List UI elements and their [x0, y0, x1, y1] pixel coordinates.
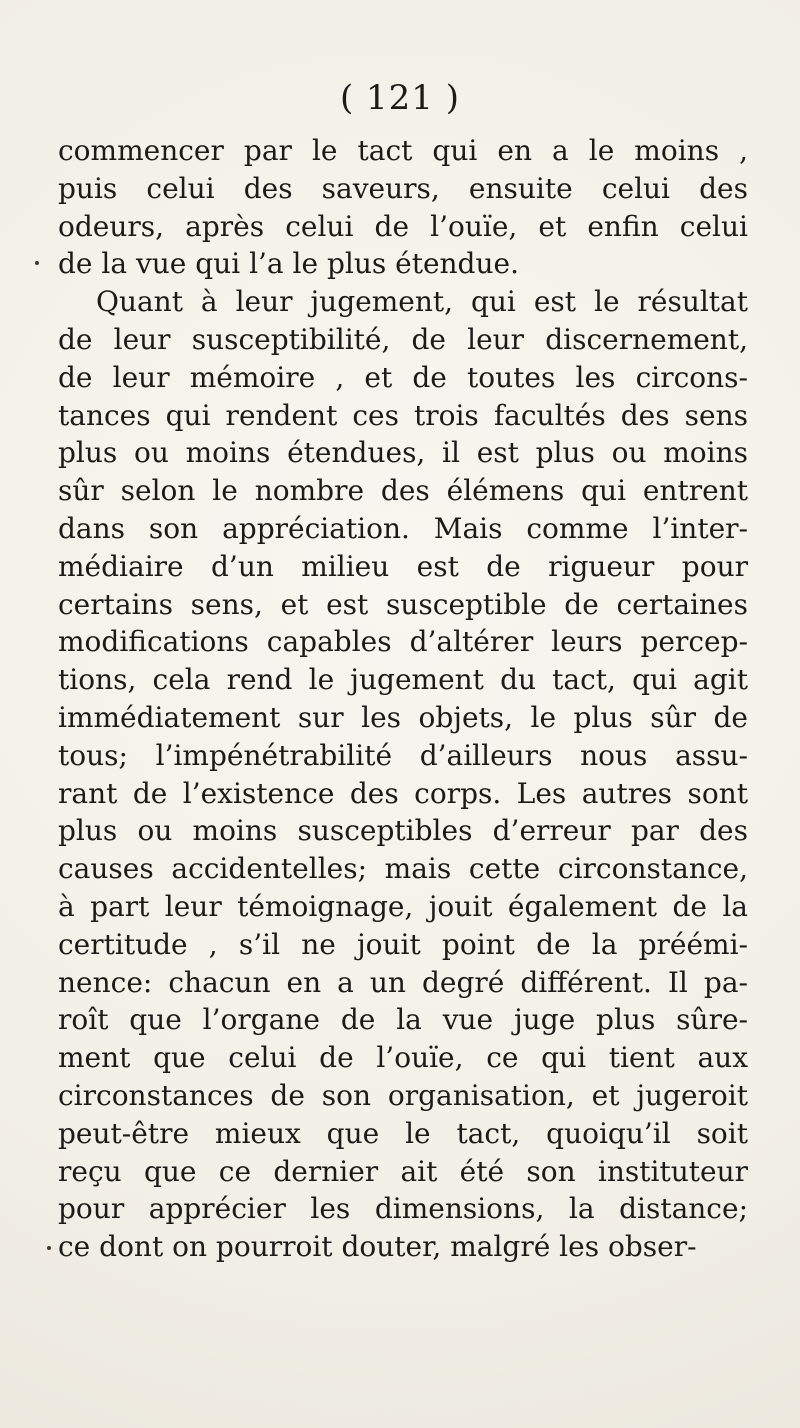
- text-line: certains sens, et est susceptible de certaines: [58, 587, 748, 621]
- margin-dot-left-lower: [47, 1246, 51, 1250]
- text-line: reçu que ce dernier ait été son instituteur: [58, 1154, 748, 1188]
- text-line: causes accidentelles; mais cette circonstance,: [58, 852, 748, 886]
- text-line: ce dont on pourroit douter, malgré les obser-: [58, 1230, 697, 1264]
- text-line: certitude , s’il ne jouit point de la préémi-: [58, 927, 748, 961]
- text-line: nence: chacun en a un degré différent. Il pa-: [58, 965, 748, 999]
- text-line: odeurs, après celui de l’ouïe, et enfin celui: [58, 209, 748, 243]
- text-line: commencer par le tact qui en a le moins ,: [58, 134, 748, 167]
- text-line: tances qui rendent ces trois facultés des sens: [58, 398, 748, 432]
- text-line: médiaire d’un milieu est de rigueur pour: [58, 549, 748, 583]
- text-line: à part leur témoignage, jouit également de la: [58, 889, 748, 923]
- text-line: tous; l’impénétrabilité d’ailleurs nous assu-: [58, 738, 748, 772]
- text-line: plus ou moins étendues, il est plus ou moins: [58, 436, 748, 470]
- text-line: pour apprécier les dimensions, la distance;: [58, 1192, 748, 1226]
- text-line: circonstances de son organisation, et jugeroit: [58, 1078, 748, 1112]
- text-line: de leur mémoire , et de toutes les circons-: [58, 360, 748, 394]
- text-line: roît que l’organe de la vue juge plus sûre-: [58, 1003, 748, 1037]
- page-number: ( 121 ): [339, 78, 461, 118]
- text-line: Quant à leur jugement, qui est le résultat: [96, 285, 748, 319]
- text-line: de la vue qui l’a le plus étendue.: [58, 247, 519, 281]
- text-line: sûr selon le nombre des élémens qui entrent: [58, 474, 748, 508]
- main-text-block: [58, 132, 748, 1266]
- text-line: immédiatement sur les objets, le plus sûr de: [58, 700, 748, 734]
- text-line: rant de l’existence des corps. Les autres sont: [58, 776, 748, 810]
- text-line: peut-être mieux que le tact, quoiqu’il soit: [58, 1116, 748, 1150]
- text-line: de leur susceptibilité, de leur discernement,: [58, 322, 748, 356]
- text-line: puis celui des saveurs, ensuite celui des: [58, 171, 748, 205]
- text-line: tions, cela rend le jugement du tact, qui agit: [58, 663, 748, 697]
- text-line: modifications capables d’altérer leurs percep-: [58, 625, 748, 659]
- text-line: ment que celui de l’ouïe, ce qui tient aux: [58, 1041, 748, 1075]
- text-line: plus ou moins susceptibles d’erreur par des: [58, 814, 748, 848]
- margin-dot-left-upper: [35, 261, 39, 265]
- text-line: dans son appréciation. Mais comme l’inter-: [58, 511, 748, 545]
